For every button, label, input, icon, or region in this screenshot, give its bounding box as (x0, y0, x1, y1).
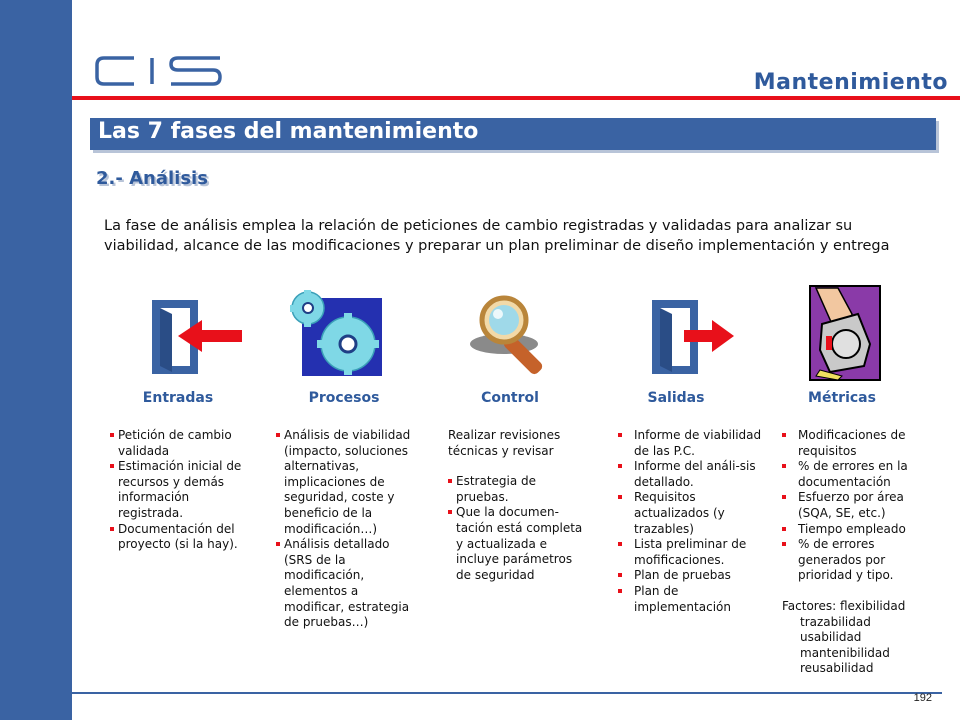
control-intro: Realizar revisiones técnicas y revisar (448, 428, 561, 458)
column-label-control: Control (481, 390, 539, 406)
door-arrow-in-icon (148, 296, 248, 378)
magnifier-icon (464, 292, 568, 380)
factor-item: trazabilidad (800, 614, 871, 629)
cis-logo (94, 54, 224, 88)
spacer (448, 459, 584, 474)
list-item: Plan de pruebas (618, 568, 768, 584)
title-bar (90, 118, 936, 150)
list-item: Informe de viabilidad de las P.C. (618, 428, 768, 459)
column-label-metricas: Métricas (808, 390, 876, 406)
list-item: Lista preliminar de mofificaciones. (618, 537, 768, 568)
factor-item: reusabilidad (800, 661, 874, 676)
list-item: Petición de cambio validada (110, 428, 252, 459)
column-label-procesos: Procesos (308, 390, 380, 406)
spacer (782, 584, 938, 599)
column-label-entradas: Entradas (142, 390, 214, 406)
door-arrow-out-icon (648, 296, 738, 378)
red-divider (72, 96, 960, 100)
list-item: Análisis de viabilidad (impacto, soluciones alternativas, implicaciones de seguridad, coste y beneficio de la modificación…) (276, 428, 414, 537)
page-number: 192 (913, 692, 932, 704)
phase-subheading: 2.- Análisis (96, 168, 208, 189)
section-title: Mantenimiento (753, 70, 948, 95)
list-item: Análisis detallado (SRS de la modificación, elementos a modificar, estrategia de pruebas…) (276, 537, 414, 631)
list-item: Requisitos actualizados (y trazables) (618, 490, 768, 537)
list-item: Informe del análi-sis detallado. (618, 459, 768, 490)
list-item: Tiempo empleado (782, 522, 938, 538)
factor-item: mantenibilidad (800, 645, 890, 660)
list-item: Que la documen-tación está completa y actualizada e incluye parámetros de seguridad (448, 505, 584, 583)
left-sidebar-bar (0, 0, 72, 720)
factors-label: Factores: flexibilidad (782, 598, 906, 613)
list-item: Documentación del proyecto (si la hay). (110, 522, 252, 553)
slide-title: Las 7 fases del mantenimiento (98, 119, 479, 144)
column-label-salidas: Salidas (647, 390, 705, 406)
column-metricas (782, 428, 938, 677)
list-item: Modificaciones de requisitos (782, 428, 938, 459)
column-procesos (276, 428, 414, 631)
list-item: % de errores generados por prioridad y tipo. (782, 537, 938, 584)
footer-rule (72, 692, 942, 694)
intro-paragraph: La fase de análisis emplea la relación de peticiones de cambio registradas y validadas para analizar su viabilidad, alcance de las modificaciones y preparar un plan preliminar de diseño implementación y entrega (104, 218, 890, 254)
gears-icon (290, 290, 384, 380)
tape-measure-icon (808, 284, 882, 382)
list-item: Estimación inicial de recursos y demás información registrada. (110, 459, 252, 521)
list-item: Plan de implementación (618, 584, 768, 615)
factors-list (782, 615, 938, 677)
column-salidas (618, 428, 768, 615)
column-entradas (110, 428, 252, 553)
list-item: Esfuerzo por área (SQA, SE, etc.) (782, 490, 938, 521)
list-item: % de errores en la documentación (782, 459, 938, 490)
column-control (448, 428, 584, 583)
list-item: Estrategia de pruebas. (448, 474, 584, 505)
factor-item: usabilidad (800, 630, 862, 645)
